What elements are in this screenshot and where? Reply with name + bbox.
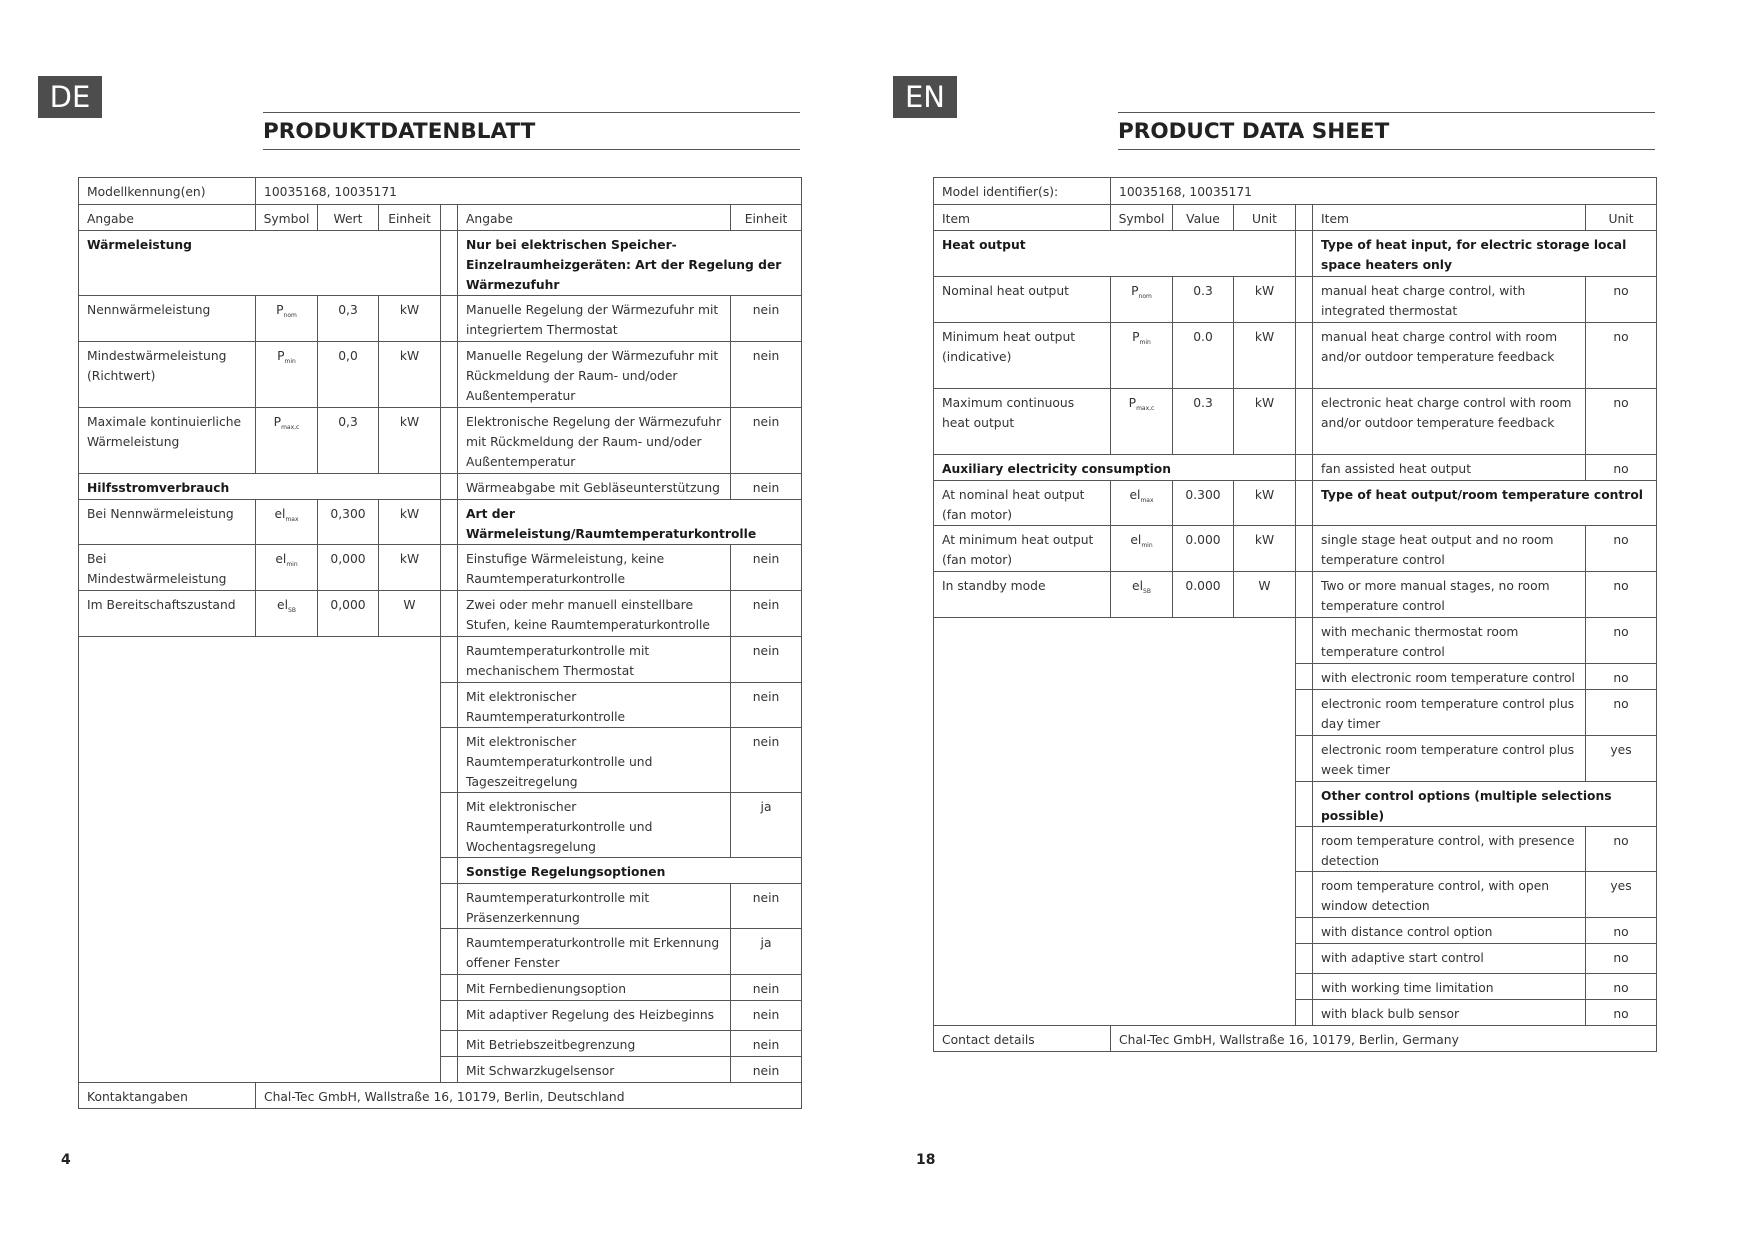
col-item-header: Angabe [79, 205, 256, 231]
nominal-unit: kW [379, 296, 441, 342]
table-row [79, 500, 802, 545]
spacer-cell [1296, 231, 1313, 277]
max-value: 0.3 [1173, 389, 1234, 455]
storage-heading: Type of heat input, for electric storage local space heaters only [1313, 231, 1657, 277]
aux-heading: Hilfsstromverbrauch [79, 474, 441, 500]
aux-min-value: 0.000 [1173, 526, 1234, 572]
min-label: Mindestwärmeleistung (Richtwert) [79, 342, 256, 408]
aux-sb-symbol: $el_{SB}$ [1111, 572, 1173, 618]
other-item-value: yes [1586, 872, 1657, 918]
spacer-cell [441, 1031, 458, 1057]
spacer-cell [1296, 572, 1313, 618]
temp-item-label: Mit elektronischer Raumtemperaturkontrolle [458, 683, 731, 728]
storage-heading: Nur bei elektrischen Speicher-Einzelraumheizgeräten: Art der Regelung der Wärmezufuhr [458, 231, 802, 296]
spacer-cell [441, 728, 458, 793]
spacer-cell [441, 929, 458, 975]
other-item-label: Raumtemperaturkontrolle mit Erkennung offener Fenster [458, 929, 731, 975]
aux-nominal-symbol: $el_{max}$ [1111, 481, 1173, 526]
table-row [934, 572, 1657, 618]
nominal-value: 0,3 [318, 296, 379, 342]
contact-label: Kontaktangaben [79, 1083, 256, 1109]
temp-item-label: Mit elektronischer Raumtemperaturkontrolle und Tageszeitregelung [458, 728, 731, 793]
temp-item-label: Einstufige Wärmeleistung, keine Raumtemperaturkontrolle [458, 545, 731, 591]
table-row [79, 231, 802, 296]
temp-item-value: nein [731, 683, 802, 728]
temp-item-label: Two or more manual stages, no room temperature control [1313, 572, 1586, 618]
title-rule-bottom [263, 149, 800, 150]
other-item-value: ja [731, 929, 802, 975]
spacer-cell [441, 1057, 458, 1083]
spacer-cell [1296, 944, 1313, 974]
storage-item-label: manual heat charge control, with integrated thermostat [1313, 277, 1586, 323]
temp-item-value: no [1586, 572, 1657, 618]
contact-value: Chal-Tec GmbH, Wallstraße 16, 10179, Berlin, Deutschland [256, 1083, 802, 1109]
spacer-cell [1296, 277, 1313, 323]
nominal-label: Nominal heat output [934, 277, 1111, 323]
spacer-cell [1296, 455, 1313, 481]
aux-sb-label: Im Bereitschaftszustand [79, 591, 256, 637]
table-row [934, 618, 1657, 664]
spacer-cell [1296, 872, 1313, 918]
max-value: 0,3 [318, 408, 379, 474]
aux-nominal-label: Bei Nennwärmeleistung [79, 500, 256, 545]
table-row [79, 637, 802, 683]
table-row [79, 342, 802, 408]
title-rule-bottom [1118, 149, 1655, 150]
temp-item-label: Raumtemperaturkontrolle mit mechanischem Thermostat [458, 637, 731, 683]
other-heading: Sonstige Regelungsoptionen [458, 858, 802, 884]
spacer-cell [1296, 618, 1313, 664]
other-item-value: nein [731, 884, 802, 929]
aux-sb-unit: W [379, 591, 441, 637]
other-item-label: Mit adaptiver Regelung des Heizbeginns [458, 1001, 731, 1031]
nominal-symbol: $P_{nom}$ [1111, 277, 1173, 323]
min-value: 0,0 [318, 342, 379, 408]
col-item2-header: Angabe [458, 205, 731, 231]
other-item-label: Raumtemperaturkontrolle mit Präsenzerkennung [458, 884, 731, 929]
spacer-cell [1296, 664, 1313, 690]
col-item-header: Item [934, 205, 1111, 231]
model-label: Model identifier(s): [934, 178, 1111, 205]
aux-min-value: 0,000 [318, 545, 379, 591]
table-row [934, 323, 1657, 389]
storage-item-label: Manuelle Regelung der Wärmezufuhr mit integriertem Thermostat [458, 296, 731, 342]
storage-item-label: Manuelle Regelung der Wärmezufuhr mit Rückmeldung der Raum- und/oder Außentemperatur [458, 342, 731, 408]
contact-row [79, 1083, 802, 1109]
temp-item-label: single stage heat output and no room temperature control [1313, 526, 1586, 572]
max-label: Maximum continuous heat output [934, 389, 1111, 455]
aux-sb-value: 0,000 [318, 591, 379, 637]
table-row [934, 389, 1657, 455]
min-symbol: $P_{min}$ [256, 342, 318, 408]
storage-item-value: no [1586, 277, 1657, 323]
page-number: 18 [916, 1152, 936, 1168]
aux-nominal-value: 0.300 [1173, 481, 1234, 526]
table-row [79, 591, 802, 637]
heat-output-heading: Wärmeleistung [79, 231, 441, 296]
aux-sb-label: In standby mode [934, 572, 1111, 618]
header-row [79, 205, 802, 231]
spacer-cell [441, 408, 458, 474]
other-item-label: with adaptive start control [1313, 944, 1586, 974]
max-unit: kW [1234, 389, 1296, 455]
spacer-cell [441, 500, 458, 545]
title-rule-top [263, 112, 800, 113]
min-unit: kW [1234, 323, 1296, 389]
storage-item-value: no [1586, 389, 1657, 455]
empty-area [79, 637, 441, 1083]
temp-item-value: nein [731, 728, 802, 793]
max-symbol: $P_{max,c}$ [256, 408, 318, 474]
storage-item-value: nein [731, 408, 802, 474]
other-item-value: nein [731, 1031, 802, 1057]
aux-nominal-value: 0,300 [318, 500, 379, 545]
nominal-unit: kW [1234, 277, 1296, 323]
aux-min-label: Bei Mindestwärmeleistung [79, 545, 256, 591]
other-item-value: no [1586, 974, 1657, 1000]
spacer-cell [1296, 389, 1313, 455]
other-item-label: Mit Fernbedienungsoption [458, 975, 731, 1001]
spacer-cell [441, 591, 458, 637]
max-label: Maximale kontinuierliche Wärmeleistung [79, 408, 256, 474]
min-unit: kW [379, 342, 441, 408]
aux-nominal-symbol: $el_{max}$ [256, 500, 318, 545]
spacer-cell [1296, 526, 1313, 572]
col-value-header: Wert [318, 205, 379, 231]
other-item-value: nein [731, 975, 802, 1001]
other-item-label: with working time limitation [1313, 974, 1586, 1000]
other-heading: Other control options (multiple selections possible) [1313, 782, 1657, 827]
temp-item-label: electronic room temperature control plus week timer [1313, 736, 1586, 782]
aux-sb-unit: W [1234, 572, 1296, 618]
aux-nominal-unit: kW [1234, 481, 1296, 526]
storage-item-label: Elektronische Regelung der Wärmezufuhr mit Rückmeldung der Raum- und/oder Außentemperatur [458, 408, 731, 474]
col-unit2-header: Einheit [731, 205, 802, 231]
col-unit2-header: Unit [1586, 205, 1657, 231]
language-badge: EN [893, 76, 957, 118]
temp-item-value: no [1586, 618, 1657, 664]
spacer-cell [1296, 323, 1313, 389]
aux-min-unit: kW [379, 545, 441, 591]
table-row [934, 277, 1657, 323]
product-data-table [78, 177, 802, 1109]
aux-min-unit: kW [1234, 526, 1296, 572]
temp-item-value: no [1586, 690, 1657, 736]
aux-sb-value: 0.000 [1173, 572, 1234, 618]
col-symbol-header: Symbol [256, 205, 318, 231]
nominal-label: Nennwärmeleistung [79, 296, 256, 342]
other-item-value: no [1586, 1000, 1657, 1026]
contact-value: Chal-Tec GmbH, Wallstraße 16, 10179, Berlin, Germany [1111, 1026, 1657, 1052]
temp-item-value: no [1586, 526, 1657, 572]
other-item-label: room temperature control, with presence detection [1313, 827, 1586, 872]
other-item-value: nein [731, 1001, 802, 1031]
col-symbol-header: Symbol [1111, 205, 1173, 231]
temp-heading: Type of heat output/room temperature control [1313, 481, 1657, 526]
spacer-cell [1296, 1000, 1313, 1026]
table-row [79, 296, 802, 342]
storage-item-value: no [1586, 323, 1657, 389]
other-item-value: no [1586, 944, 1657, 974]
empty-area [934, 618, 1296, 1026]
max-unit: kW [379, 408, 441, 474]
spacer-cell [441, 637, 458, 683]
product-data-table [933, 177, 1657, 1052]
temp-item-value: yes [1586, 736, 1657, 782]
spacer-cell [441, 793, 458, 858]
spacer-cell [1296, 205, 1313, 231]
aux-min-label: At minimum heat output (fan motor) [934, 526, 1111, 572]
max-symbol: $P_{max,c}$ [1111, 389, 1173, 455]
other-item-value: no [1586, 918, 1657, 944]
other-item-value: nein [731, 1057, 802, 1083]
model-label: Modellkennung(en) [79, 178, 256, 205]
temp-item-label: with electronic room temperature control [1313, 664, 1586, 690]
temp-item-label: Mit elektronischer Raumtemperaturkontrolle und Wochentagsregelung [458, 793, 731, 858]
min-symbol: $P_{min}$ [1111, 323, 1173, 389]
temp-item-value: nein [731, 637, 802, 683]
spacer-cell [441, 296, 458, 342]
page-number: 4 [61, 1152, 71, 1168]
storage-item-value: nein [731, 296, 802, 342]
temp-item-label: with mechanic thermostat room temperature control [1313, 618, 1586, 664]
title-rule-top [1118, 112, 1655, 113]
nominal-value: 0.3 [1173, 277, 1234, 323]
storage-item-value: nein [731, 474, 802, 500]
page-en [855, 0, 1732, 1239]
nominal-symbol: $P_{nom}$ [256, 296, 318, 342]
aux-heading: Auxiliary electricity consumption [934, 455, 1296, 481]
aux-min-symbol: $el_{min}$ [1111, 526, 1173, 572]
table-row [934, 231, 1657, 277]
other-item-label: with distance control option [1313, 918, 1586, 944]
other-item-label: Mit Betriebszeitbegrenzung [458, 1031, 731, 1057]
page-title: PRODUKTDATENBLATT [263, 119, 536, 144]
spacer-cell [441, 342, 458, 408]
col-unit-header: Unit [1234, 205, 1296, 231]
other-item-value: no [1586, 827, 1657, 872]
storage-item-label: electronic heat charge control with room and/or outdoor temperature feedback [1313, 389, 1586, 455]
spacer-cell [1296, 827, 1313, 872]
spacer-cell [441, 1001, 458, 1031]
col-item2-header: Item [1313, 205, 1586, 231]
min-value: 0.0 [1173, 323, 1234, 389]
model-value: 10035168, 10035171 [256, 178, 802, 205]
spacer-cell [1296, 690, 1313, 736]
spacer-cell [1296, 918, 1313, 944]
spacer-cell [441, 884, 458, 929]
spacer-cell [441, 975, 458, 1001]
col-value-header: Value [1173, 205, 1234, 231]
other-item-label: Mit Schwarzkugelsensor [458, 1057, 731, 1083]
temp-item-label: electronic room temperature control plus day timer [1313, 690, 1586, 736]
contact-row [934, 1026, 1657, 1052]
other-item-label: with black bulb sensor [1313, 1000, 1586, 1026]
model-row [79, 178, 802, 205]
table-row [934, 481, 1657, 526]
aux-min-symbol: $el_{min}$ [256, 545, 318, 591]
temp-item-value: no [1586, 664, 1657, 690]
spacer-cell [441, 545, 458, 591]
storage-item-label: Wärmeabgabe mit Gebläseunterstützung [458, 474, 731, 500]
min-label: Minimum heat output (indicative) [934, 323, 1111, 389]
other-item-label: room temperature control, with open window detection [1313, 872, 1586, 918]
language-badge: DE [38, 76, 102, 118]
contact-label: Contact details [934, 1026, 1111, 1052]
spacer-cell [1296, 481, 1313, 526]
model-value: 10035168, 10035171 [1111, 178, 1657, 205]
aux-sb-symbol: $el_{SB}$ [256, 591, 318, 637]
spacer-cell [1296, 782, 1313, 827]
table-row [934, 455, 1657, 481]
spacer-cell [1296, 974, 1313, 1000]
aux-nominal-label: At nominal heat output (fan motor) [934, 481, 1111, 526]
spacer-cell [1296, 736, 1313, 782]
table-row [79, 408, 802, 474]
storage-item-label: fan assisted heat output [1313, 455, 1586, 481]
spacer-cell [441, 231, 458, 296]
temp-item-label: Zwei oder mehr manuell einstellbare Stufen, keine Raumtemperaturkontrolle [458, 591, 731, 637]
spacer-cell [441, 205, 458, 231]
spacer-cell [441, 683, 458, 728]
storage-item-label: manual heat charge control with room and/or outdoor temperature feedback [1313, 323, 1586, 389]
heat-output-heading: Heat output [934, 231, 1296, 277]
header-row [934, 205, 1657, 231]
spacer-cell [441, 474, 458, 500]
model-row [934, 178, 1657, 205]
temp-item-value: ja [731, 793, 802, 858]
table-row [79, 474, 802, 500]
temp-item-value: nein [731, 545, 802, 591]
temp-heading: Art der Wärmeleistung/Raumtemperaturkontrolle [458, 500, 802, 545]
col-unit-header: Einheit [379, 205, 441, 231]
temp-item-value: nein [731, 591, 802, 637]
storage-item-value: no [1586, 455, 1657, 481]
storage-item-value: nein [731, 342, 802, 408]
spacer-cell [441, 858, 458, 884]
page-title: PRODUCT DATA SHEET [1118, 119, 1390, 144]
table-row [934, 526, 1657, 572]
table-row [79, 545, 802, 591]
aux-nominal-unit: kW [379, 500, 441, 545]
